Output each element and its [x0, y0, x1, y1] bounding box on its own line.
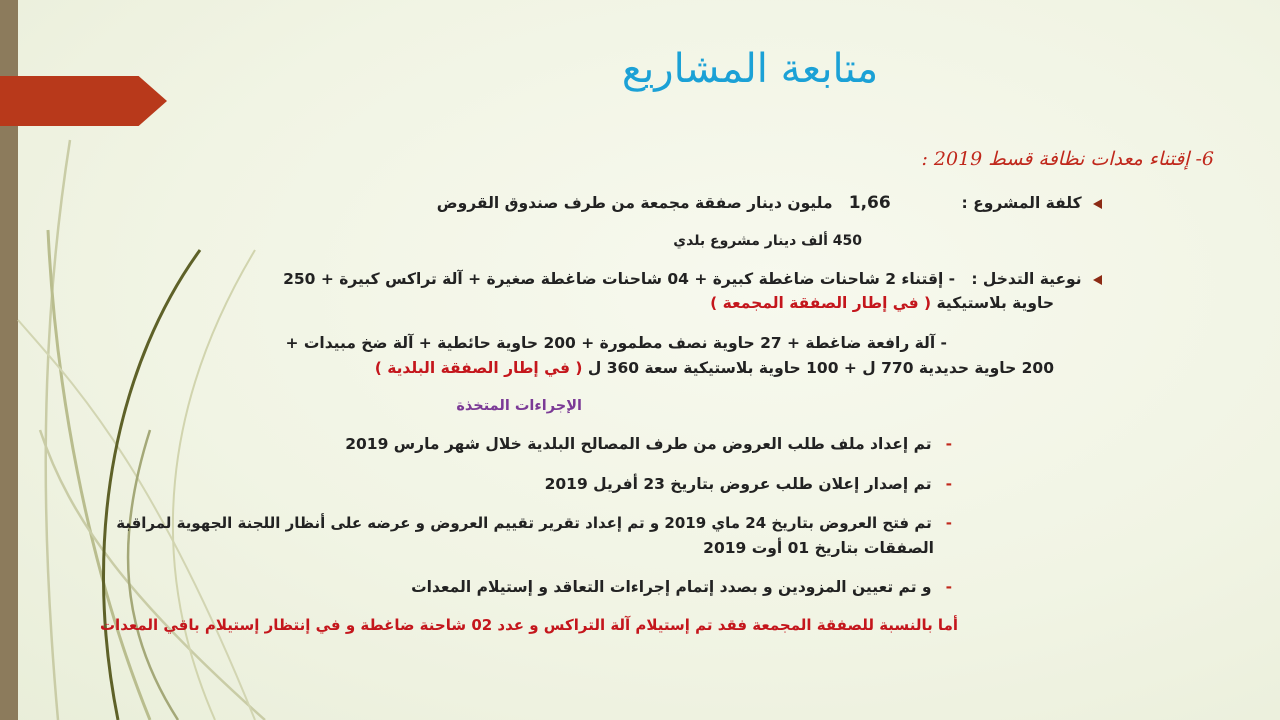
- section-arrow-tab: [0, 76, 167, 126]
- dash-bullet: -: [945, 475, 952, 493]
- cost-amount: 1,66: [848, 193, 891, 213]
- action-item: [345, 432, 952, 457]
- intervention-line4: 200 حاوية حديدية 770 ل + 100 حاوية بلاستيكية سعة 360 ل: [587, 359, 1054, 377]
- bullet-arrow-icon: [1093, 275, 1102, 285]
- bullet-arrow-icon: [1093, 199, 1102, 209]
- action-item: [116, 511, 952, 536]
- action-item: [545, 472, 952, 497]
- footer-note: أما بالنسبة للصفقة المجمعة فقد تم إستيلام آلة التراكس و عدد 02 شاحنة ضاغطة و في إنتظار إستيلام باقي المعدات: [99, 616, 958, 634]
- intervention-line4-red: ( في إطار الصفقة البلدية ): [374, 359, 583, 377]
- cost-local: 450 ألف دينار مشروع بلدي: [673, 233, 862, 249]
- section-subtitle: 6- إقتناء معدات نظافة قسط 2019 :: [921, 148, 1214, 170]
- dash-bullet: -: [945, 578, 952, 596]
- action-text: تم إعداد ملف طلب العروض من طرف المصالح البلدية خلال شهر مارس 2019: [345, 435, 932, 453]
- dash-bullet: -: [945, 514, 952, 532]
- intervention-line3: - آلة رافعة ضاغطة + 27 حاوية نصف مطمورة + 200 حاوية حائطية + آلة ضخ مبيدات +: [285, 334, 947, 352]
- intervention-line4-row: [375, 356, 1054, 381]
- intervention-line2-red: ( في إطار الصفقة المجمعة ): [710, 294, 932, 312]
- page-title: متابعة المشاريع: [621, 46, 879, 92]
- dash-bullet: -: [945, 435, 952, 453]
- actions-title: الإجراءات المتخذة: [456, 398, 582, 414]
- intervention-line1: - إقتناء 2 شاحنات ضاغطة كبيرة + 04 شاحنات ضاغطة صغيرة + آلة تراكس كبيرة + 250: [283, 270, 956, 288]
- cost-row: [437, 191, 1102, 216]
- cost-text: مليون دينار صفقة مجمعة من طرف صندوق القروض: [436, 194, 833, 212]
- intervention-line2: حاوية بلاستيكية: [936, 294, 1054, 312]
- action-text: تم إصدار إعلان طلب عروض بتاريخ 23 أفريل 2019: [544, 475, 932, 493]
- cost-label: كلفة المشروع :: [961, 194, 1082, 212]
- intervention-label: نوعية التدخل :: [971, 270, 1082, 288]
- action-item: [411, 575, 952, 600]
- action-text: و تم تعيين المزودين و بصدد إتمام إجراءات التعاقد و إستيلام المعدات: [411, 578, 932, 596]
- action-text: تم فتح العروض بتاريخ 24 ماي 2019 و تم إعداد تقرير تقييم العروض و عرضه على أنظار اللجنة الجهوية لمراقبة: [116, 514, 932, 532]
- action-text-continued: الصفقات بتاريخ 01 أوت 2019: [703, 539, 934, 557]
- intervention-row: [283, 267, 1102, 292]
- intervention-line2-row: [710, 291, 1054, 316]
